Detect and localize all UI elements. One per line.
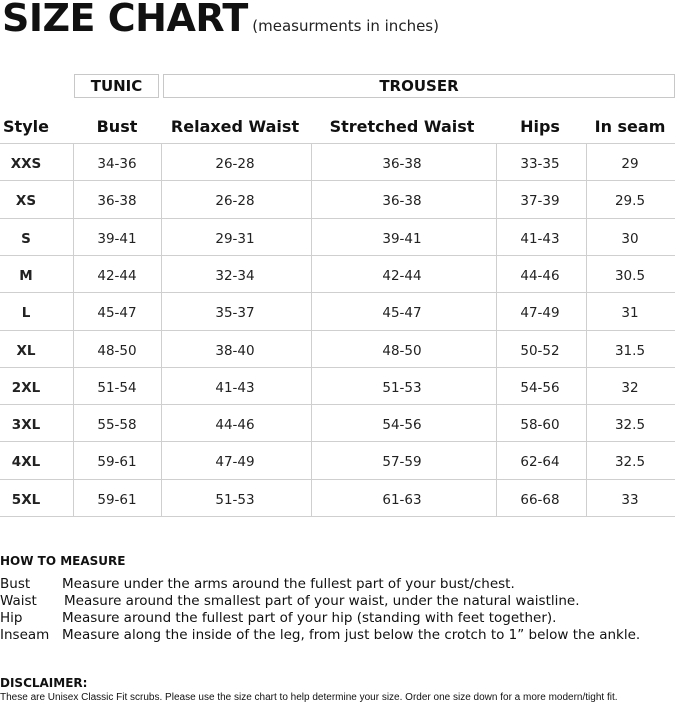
measure-term: Bust (0, 576, 31, 592)
measurement-cell: 44-46 (520, 268, 560, 284)
measurement-cell: 45-47 (382, 305, 422, 321)
measure-item (0, 610, 679, 627)
column-header: Stretched Waist (329, 117, 475, 136)
measurement-cell: 59-61 (97, 454, 137, 470)
page-subtitle: (measurments in inches) (252, 17, 439, 35)
measurement-cell: 50-52 (520, 343, 560, 359)
measure-description: Measure along the inside of the leg, from just below the crotch to 1” below the ankle. (62, 627, 641, 643)
measurement-cell: 44-46 (215, 417, 255, 433)
table-row (0, 444, 679, 481)
measurement-cell: 42-44 (97, 268, 137, 284)
measure-description: Measure around the smallest part of your waist, under the natural waistline. (64, 593, 580, 609)
measurement-cell: 55-58 (97, 417, 137, 433)
column-header: In seam (594, 117, 666, 136)
measurement-cell: 45-47 (97, 305, 137, 321)
measurement-cell: 29 (621, 156, 639, 172)
measurement-cell: 39-41 (97, 231, 137, 247)
measure-item (0, 576, 679, 593)
measure-description: Measure around the fullest part of your hip (standing with feet together). (62, 610, 557, 626)
measurement-cell: 32.5 (614, 454, 646, 470)
measurement-cell: 30 (621, 231, 639, 247)
how-to-measure-heading: HOW TO MEASURE (0, 554, 126, 568)
measurement-cell: 47-49 (520, 305, 560, 321)
measurement-cell: 38-40 (215, 343, 255, 359)
size-label: 3XL (11, 417, 41, 433)
measurement-cell: 51-54 (97, 380, 137, 396)
measure-term: Inseam (0, 627, 50, 643)
measurement-cell: 48-50 (97, 343, 137, 359)
measurement-cell: 31.5 (614, 343, 646, 359)
measurement-cell: 61-63 (382, 492, 422, 508)
measurement-cell: 51-53 (382, 380, 422, 396)
size-label: M (19, 268, 33, 284)
measurement-cell: 58-60 (520, 417, 560, 433)
measurement-cell: 37-39 (520, 193, 560, 209)
measurement-cell: 66-68 (520, 492, 560, 508)
measurement-cell: 36-38 (382, 193, 422, 209)
measure-term: Waist (0, 593, 37, 609)
table-row (0, 295, 679, 332)
measurement-cell: 41-43 (520, 231, 560, 247)
measurement-cell: 48-50 (382, 343, 422, 359)
column-header: Bust (96, 117, 138, 136)
measurement-cell: 32 (621, 380, 639, 396)
measurement-cell: 34-36 (97, 156, 137, 172)
page-title-block (2, 0, 439, 40)
column-header: Hips (520, 117, 560, 136)
disclaimer-text: These are Unisex Classic Fit scrubs. Please use the size chart to help determine your size. Order one size down for a more modern/tight fit. (0, 692, 618, 703)
measurement-cell: 36-38 (97, 193, 137, 209)
measurement-cell: 54-56 (520, 380, 560, 396)
table-divider (0, 143, 675, 144)
measurement-cell: 41-43 (215, 380, 255, 396)
table-row (0, 221, 679, 258)
table-row (0, 333, 679, 370)
measurement-cell: 29.5 (614, 193, 646, 209)
measurement-cell: 47-49 (215, 454, 255, 470)
size-label: L (21, 305, 31, 321)
size-label: XXS (10, 156, 42, 172)
measurement-cell: 32-34 (215, 268, 255, 284)
table-row (0, 146, 679, 183)
measurement-cell: 33-35 (520, 156, 560, 172)
column-header: Relaxed Waist (170, 117, 300, 136)
size-label: XS (15, 193, 37, 209)
column-header: Style (3, 117, 49, 136)
measurement-cell: 29-31 (215, 231, 255, 247)
measurement-cell: 30.5 (614, 268, 646, 284)
measurement-cell: 42-44 (382, 268, 422, 284)
measure-term: Hip (0, 610, 23, 626)
measurement-cell: 59-61 (97, 492, 137, 508)
measure-description: Measure under the arms around the fullest part of your bust/chest. (62, 576, 515, 592)
group-header-tunic: TUNIC (74, 74, 159, 98)
disclaimer-heading: DISCLAIMER: (0, 676, 88, 690)
measure-item (0, 593, 679, 610)
table-row (0, 183, 679, 220)
measure-item (0, 627, 679, 644)
measurement-cell: 31 (621, 305, 639, 321)
size-label: 4XL (11, 454, 41, 470)
measurement-cell: 62-64 (520, 454, 560, 470)
measurement-cell: 39-41 (382, 231, 422, 247)
measurement-cell: 54-56 (382, 417, 422, 433)
measurement-cell: 57-59 (382, 454, 422, 470)
measurement-cell: 33 (621, 492, 639, 508)
measurement-cell: 26-28 (215, 193, 255, 209)
measurement-cell: 51-53 (215, 492, 255, 508)
table-row (0, 482, 679, 519)
size-label: 5XL (11, 492, 41, 508)
size-label: S (21, 231, 31, 247)
group-header-trouser: TROUSER (163, 74, 675, 98)
table-row (0, 258, 679, 295)
table-row (0, 407, 679, 444)
table-row (0, 370, 679, 407)
measurement-cell: 32.5 (614, 417, 646, 433)
size-label: 2XL (11, 380, 41, 396)
measurement-cell: 35-37 (215, 305, 255, 321)
measurement-cell: 26-28 (215, 156, 255, 172)
measurement-cell: 36-38 (382, 156, 422, 172)
page-title: SIZE CHART (2, 0, 248, 40)
size-label: XL (16, 343, 36, 359)
